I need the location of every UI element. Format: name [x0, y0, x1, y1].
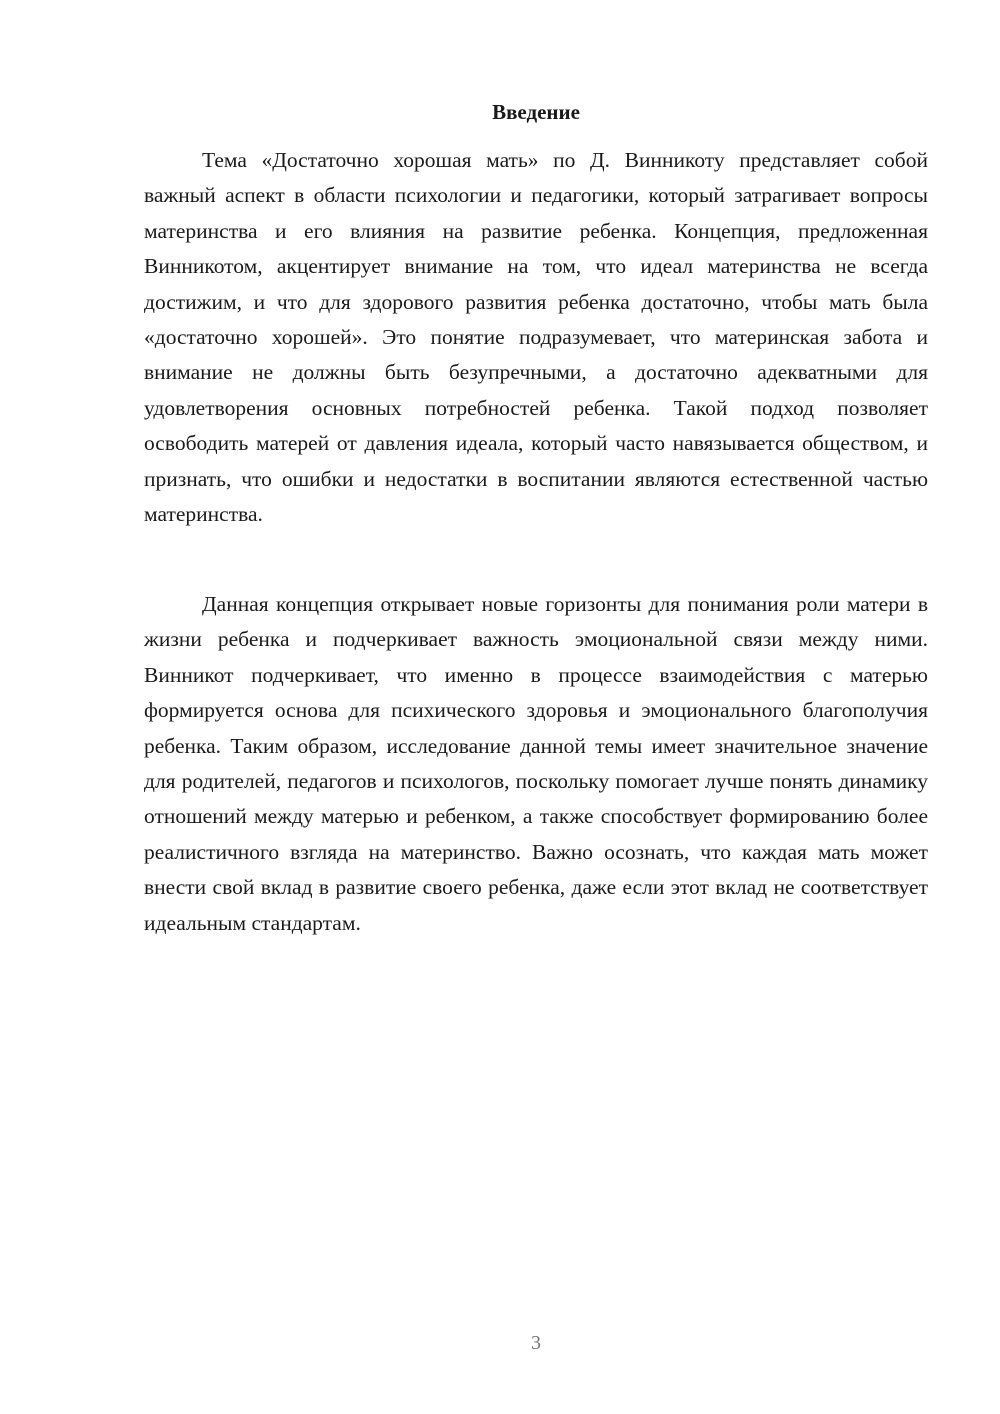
- paragraph-intro: Тема «Достаточно хорошая мать» по Д. Винникоту представляет собой важный аспект в области психологии и педагогики, который затрагивает вопросы материнства и его влияния на развитие ребенка. Концепция, предложенная Винникотом, акцентирует внимание на том, что идеал материнства не всегда достижим, и что для здорового развития ребенка достаточно, чтобы мать была «достаточно хорошей». Это понятие подразумевает, что материнская забота и внимание не должны быть безупречными, а достаточно адекватными для удовлетворения основных потребностей ребенка. Такой подход позволяет освободить матерей от давления идеала, который часто навязывается обществом, и признать, что ошибки и недостатки в воспитании являются естественной частью материнства.: [144, 148, 928, 527]
- paragraph-concept: Данная концепция открывает новые горизонты для понимания роли матери в жизни ребенка и подчеркивает важность эмоциональной связи между ними. Винникот подчеркивает, что именно в процессе взаимодействия с матерью формируется основа для психического здоровья и эмоционального благополучия ребенка. Таким образом, исследование данной темы имеет значительное значение для родителей, педагогов и психологов, поскольку помогает лучше понять динамику отношений между матерью и ребенком, а также способствует формированию более реалистичного взгляда на материнство. Важно осознать, что каждая мать может внести свой вклад в развитие своего ребенка, даже если этот вклад не соответствует идеальным стандартам.: [144, 592, 928, 935]
- page-number: 3: [531, 1332, 541, 1354]
- section-heading: Введение: [492, 100, 580, 124]
